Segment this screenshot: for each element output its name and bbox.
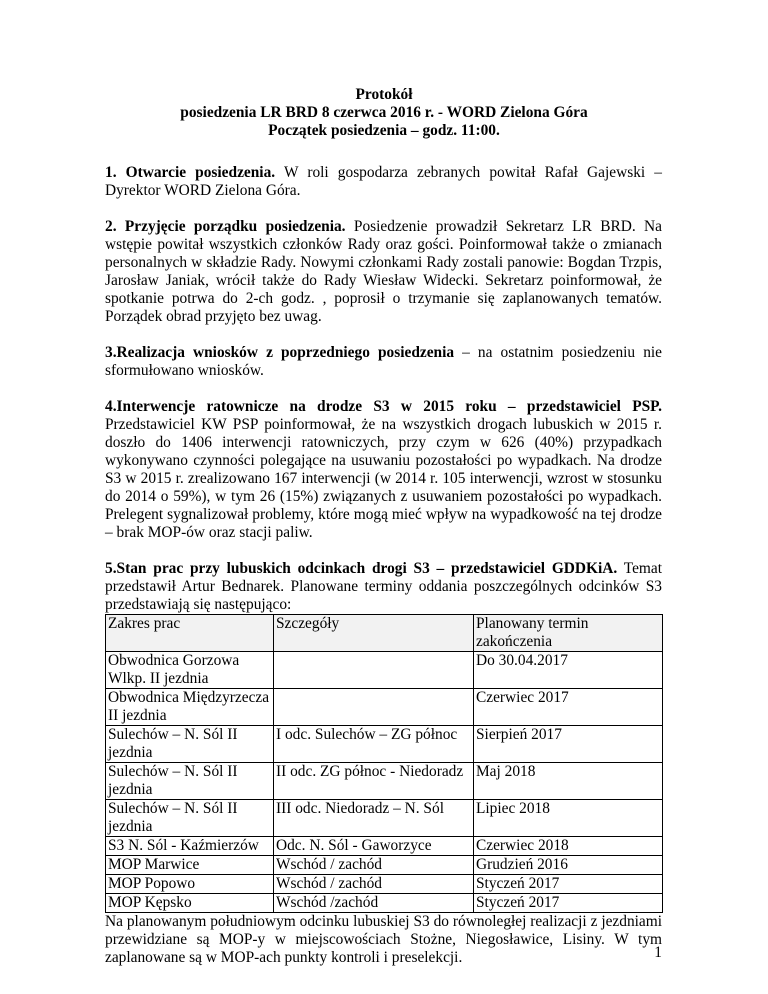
table-header-cell: Zakres prac xyxy=(106,615,274,652)
table-cell: Czerwiec 2017 xyxy=(474,689,663,726)
section-2-text: Posiedzenie prowadził Sekretarz LR BRD. Na wstępie powitał wszystkich członków Rady oraz gości. Poinformował także o zmianach personalnych w składzie Rady. Nowymi członkami Rady zostali panowie: Bogdan Trzpis, Jarosław Janiak, wrócił także do Rady Wiesław Widecki. Sekretarz poinformował, że spotkanie potrwa do 2-ch godz. , poprosił o trzymanie się zaplanowanych tematów. Porządek obrad przyjęto bez uwag. xyxy=(105,218,662,325)
table-cell: I odc. Sulechów – ZG północ xyxy=(274,726,474,763)
section-5-title: 5.Stan prac przy lubuskich odcinkach drogi S3 – przedstawiciel GDDKiA. xyxy=(105,560,618,577)
table-row xyxy=(106,726,663,763)
header-meeting-info: posiedzenia LR BRD 8 czerwca 2016 r. - WORD Zielona Góra xyxy=(180,104,588,121)
table-cell: Do 30.04.2017 xyxy=(474,652,663,689)
table-cell xyxy=(274,689,474,726)
table-row xyxy=(106,689,663,726)
table-row xyxy=(106,652,663,689)
table-row xyxy=(106,875,663,894)
header-title: Protokół xyxy=(355,86,413,103)
table-cell: Grudzień 2016 xyxy=(474,856,663,875)
table-cell: MOP Kępsko xyxy=(106,894,274,913)
table-cell: Wschód /zachód xyxy=(274,894,474,913)
table-header-cell: Planowany termin zakończenia xyxy=(474,615,663,652)
table-cell: MOP Marwice xyxy=(106,856,274,875)
table-row xyxy=(106,837,663,856)
table-cell: Styczeń 2017 xyxy=(474,875,663,894)
section-4-text: Przedstawiciel KW PSP poinformował, że na wszystkich drogach lubuskich w 2015 r. doszło do 1406 interwencji ratowniczych, przy czym w 626 (40%) przypadkach wykonywano czynności polegające na usuwaniu pozostałości po wypadkach. Na drodze S3 w 2015 r. zrealizowano 167 interwencji (w 2014 r. 105 interwencji, wzrost w stosunku do 2014 o 59%), w tym 26 (15%) związanych z usuwaniem pozostałości po wypadkach. Prelegent sygnalizował problemy, które mogą mieć wpływ na wypadkowość na tej drodze – brak MOP-ów oraz stacji paliw. xyxy=(105,416,662,541)
page-number: 1 xyxy=(654,944,662,961)
table-cell: Wschód / zachód xyxy=(274,856,474,875)
header-start-time: Początek posiedzenia – godz. 11:00. xyxy=(268,122,500,139)
table-row xyxy=(106,800,663,837)
table-cell xyxy=(274,652,474,689)
table-row xyxy=(106,856,663,875)
section-5-text: Temat przedstawił Artur Bednarek. Planowane terminy oddania poszczególnych odcinków S3 przedstawiają się następująco: xyxy=(105,560,662,613)
table-cell: Styczeń 2017 xyxy=(474,894,663,913)
document-body xyxy=(105,164,662,967)
table-cell: Obwodnica Międzyrzecza II jezdnia xyxy=(106,689,274,726)
section-1-text: W roli gospodarza zebranych powitał Rafał Gajewski – Dyrektor WORD Zielona Góra. xyxy=(105,164,662,199)
table-header-row xyxy=(106,615,663,652)
section-1 xyxy=(105,164,662,200)
section-3-text: – na ostatnim posiedzeniu nie sformułowano wniosków. xyxy=(105,344,662,379)
table-cell: Wschód / zachód xyxy=(274,875,474,894)
table-cell: MOP Popowo xyxy=(106,875,274,894)
after-table-paragraph: Na planowanym południowym odcinku lubuskiej S3 do równoległej realizacji z jezdniami przewidziane są MOP-y w miejscowościach Stożne, Niegosławice, Lisiny. W tym zaplanowane są w MOP-ach punkty kontroli i preselekcji. xyxy=(105,913,662,966)
table-cell: Sierpień 2017 xyxy=(474,726,663,763)
table-header-cell: Szczegóły xyxy=(274,615,474,652)
table-row xyxy=(106,763,663,800)
table-cell: Sulechów – N. Sól II jezdnia xyxy=(106,800,274,837)
section-4 xyxy=(105,398,662,542)
table-cell: Maj 2018 xyxy=(474,763,663,800)
table-cell: Sulechów – N. Sól II jezdnia xyxy=(106,763,274,800)
section-2-title: 2. Przyjęcie porządku posiedzenia. xyxy=(105,218,346,235)
table-cell: Odc. N. Sól - Gaworzyce xyxy=(274,837,474,856)
table-cell: Czerwiec 2018 xyxy=(474,837,663,856)
section-5 xyxy=(105,560,662,614)
schedule-table xyxy=(105,614,663,913)
section-3 xyxy=(105,344,662,380)
section-4-title: 4.Interwencje ratownicze na drodze S3 w 2015 roku – przedstawiciel PSP. xyxy=(105,398,662,415)
section-2 xyxy=(105,218,662,326)
table-cell: III odc. Niedoradz – N. Sól xyxy=(274,800,474,837)
table-cell: S3 N. Sól - Kaźmierzów xyxy=(106,837,274,856)
table-row xyxy=(106,894,663,913)
table-cell: Lipiec 2018 xyxy=(474,800,663,837)
section-1-title: 1. Otwarcie posiedzenia. xyxy=(105,164,276,181)
document-header xyxy=(0,86,768,140)
table-cell: Obwodnica Gorzowa Wlkp. II jezdnia xyxy=(106,652,274,689)
section-3-title: 3.Realizacja wniosków z poprzedniego posiedzenia xyxy=(105,344,455,361)
table-cell: II odc. ZG północ - Niedoradz xyxy=(274,763,474,800)
table-cell: Sulechów – N. Sól II jezdnia xyxy=(106,726,274,763)
